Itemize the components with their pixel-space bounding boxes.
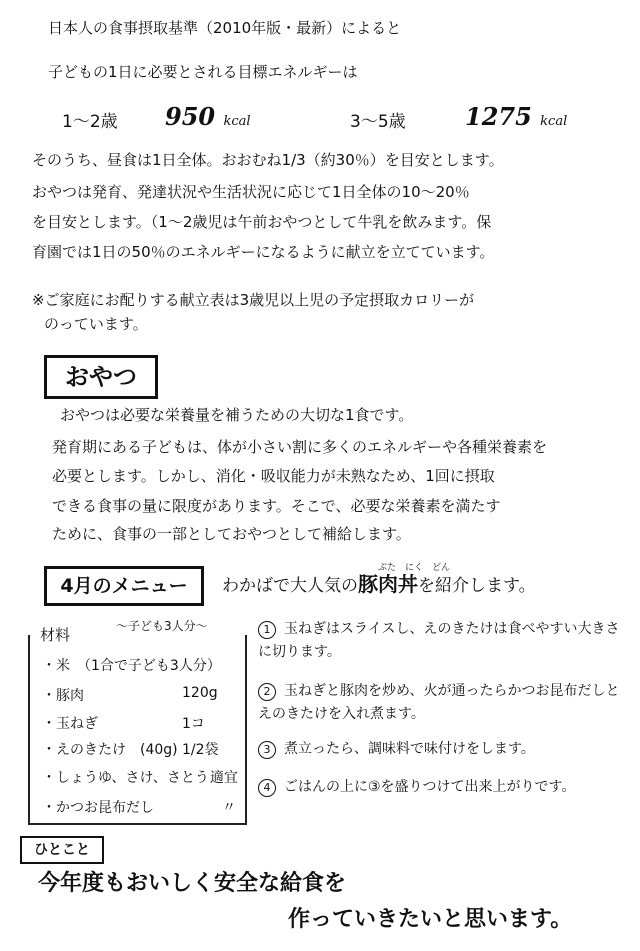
menu-title-box: 4月のメニュー	[44, 566, 204, 606]
oyatsu-line: ために、食事の一部としておやつとして補給します。	[52, 525, 411, 543]
step-2: 2 玉ねぎと豚肉を炒め、火が通ったらかつお昆布だしとえのきたけを入れ煮ます。	[258, 683, 620, 722]
age-range-1: 1～2歳	[62, 112, 118, 132]
intro-paragraph-line: おやつは発育、発達状況や生活状況に応じて1日全体の10～20％	[32, 183, 470, 201]
intro-paragraph-line: そのうち、昼食は1日全体。おおむね1/3（約30％）を目安とします。	[32, 151, 504, 169]
step-1: 1 玉ねぎはスライスし、えのきたけは食べやすい大きさに切ります。	[258, 621, 620, 660]
oyatsu-line: 発育期にある子どもは、体が小さい割に多くのエネルギーや各種栄養素を	[52, 438, 548, 456]
note-line: のっています。	[44, 315, 148, 333]
ingredients-title: 材料	[40, 626, 71, 644]
hitokoto-line-2: 作っていきたいと思います。	[288, 907, 573, 932]
menu-intro-pre: わかばで大人気の	[222, 576, 358, 596]
list-item: ・えのきたけ (40g) 1/2袋	[42, 742, 219, 758]
list-item: ・玉ねぎ 1コ	[42, 716, 205, 732]
intro-line-2: 子どもの1日に必要とされる目標エネルギーは	[48, 63, 358, 81]
menu-intro	[222, 574, 536, 596]
intro-paragraph-line: を目安とします。（1～2歳児は午前おやつとして牛乳を飲みます。保	[32, 213, 492, 231]
menu-dish: 豚肉丼	[358, 572, 418, 596]
intro-line-1: 日本人の食事摂取基準（2010年版・最新）によると	[48, 19, 402, 37]
hitokoto-label: ひとこと	[20, 836, 104, 864]
dish-ruby: ぶた にく どん	[378, 563, 451, 573]
intro-paragraph-line: 育園では1日の50％のエネルギーになるように献立を立てています。	[32, 243, 495, 261]
list-item: ・米 （1合で子ども3人分）	[42, 658, 221, 674]
ingredient-list	[28, 635, 247, 825]
hitokoto-line-1: 今年度もおいしく安全な給食を	[38, 871, 347, 896]
note-line: ※ご家庭にお配りする献立表は3歳児以上児の予定摂取カロリーが	[32, 291, 475, 309]
step-4: 4 ごはんの上に③を盛りつけて出来上がりです。	[258, 776, 628, 799]
oyatsu-line: おやつは必要な栄養量を補うための大切な1食です。	[60, 406, 414, 424]
oyatsu-line: できる食事の量に限度があります。そこで、必要な栄養素を満たす	[52, 497, 501, 515]
oyatsu-line: 必要とします。しかし、消化・吸収能力が未熟なため、1回に摂取	[52, 467, 495, 485]
serving-size: ～子ども3人分～	[116, 619, 208, 633]
menu-intro-post: を紹介します。	[418, 576, 536, 596]
step-3: 3 煮立ったら、調味料で味付けをします。	[258, 738, 628, 761]
list-item: ・しょうゆ、さけ、さとう 適宜	[42, 770, 238, 786]
list-item: ・かつお昆布だし 〃	[42, 800, 236, 816]
oyatsu-title-box: おやつ	[44, 355, 158, 399]
age-range-2: 3～5歳	[350, 112, 406, 132]
kcal-value-2: 1275 kcal	[465, 102, 568, 131]
kcal-value-1: 950 kcal	[165, 102, 251, 131]
list-item: ・豚肉 120g	[42, 685, 218, 704]
